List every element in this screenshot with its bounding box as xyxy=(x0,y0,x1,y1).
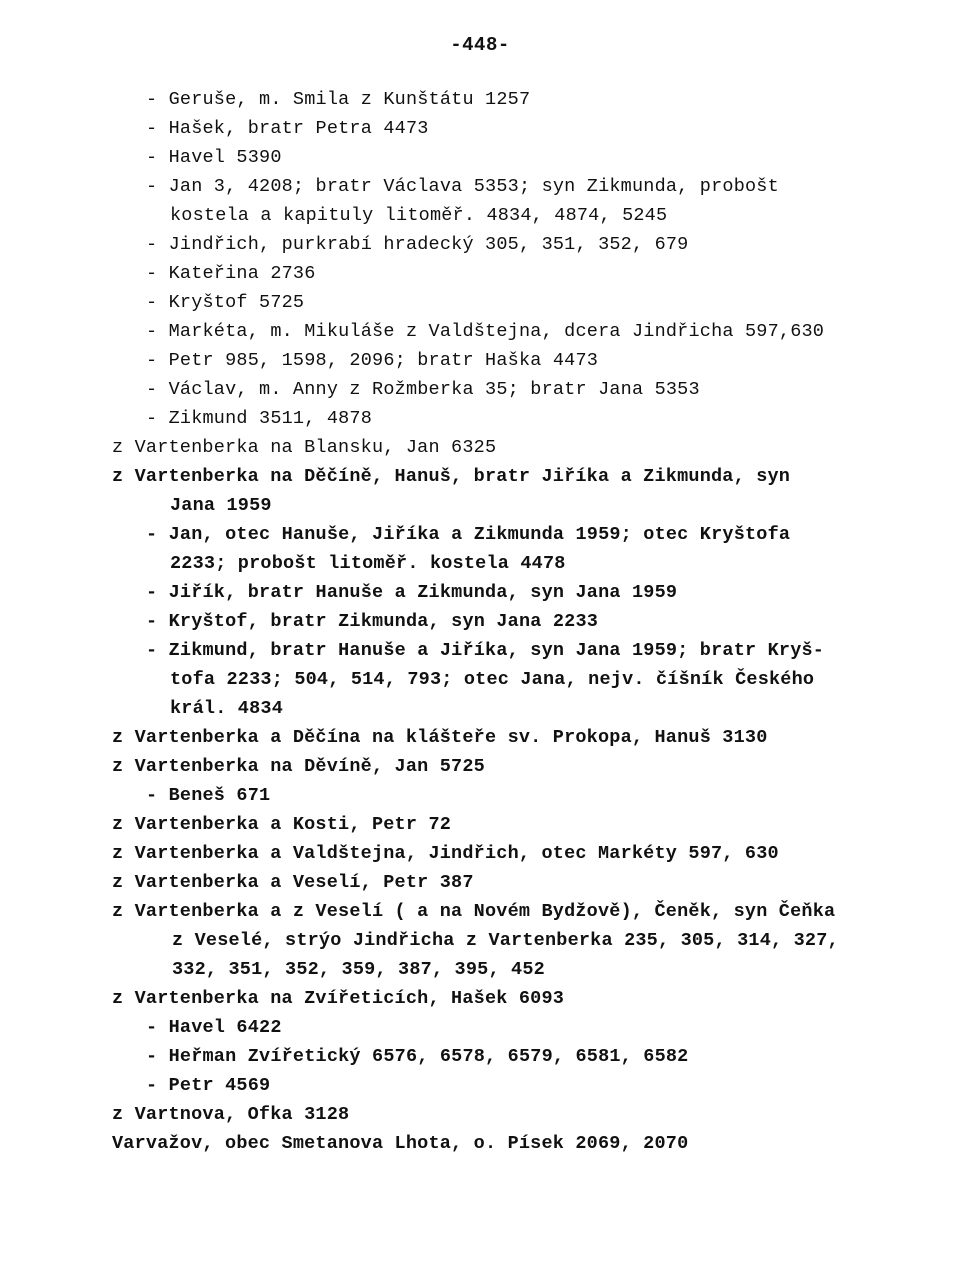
index-entry: z Vartenberka na Blansku, Jan 6325 xyxy=(112,437,497,458)
index-entry: z Vartenberka a Děčína na klášteře sv. Prokopa, Hanuš 3130 xyxy=(112,727,768,748)
index-entry: Varvažov, obec Smetanova Lhota, o. Písek 2069, 2070 xyxy=(112,1133,689,1154)
index-subentry: 2233; probošt litoměř. kostela 4478 xyxy=(170,553,566,574)
page-number: -448- xyxy=(450,34,510,56)
index-subentry: - Kateřina 2736 xyxy=(146,263,316,284)
index-entry: z Vartnova, Ofka 3128 xyxy=(112,1104,350,1125)
index-subentry: tofa 2233; 504, 514, 793; otec Jana, nejv. číšník Českého xyxy=(170,669,815,690)
index-entry: z Vartenberka a Kosti, Petr 72 xyxy=(112,814,452,835)
index-entry: z Vartenberka na Zvířeticích, Hašek 6093 xyxy=(112,988,565,1009)
index-subentry: - Kryštof 5725 xyxy=(146,292,305,313)
index-subentry: - Geruše, m. Smila z Kunštátu 1257 xyxy=(146,89,531,110)
index-subentry: král. 4834 xyxy=(170,698,284,719)
index-entry: z Vartenberka a z Veselí ( a na Novém Bydžově), Čeněk, syn Čeňka xyxy=(112,901,836,922)
index-subentry: kostela a kapituly litoměř. 4834, 4874, 5245 xyxy=(170,205,668,226)
index-subentry: - Jiřík, bratr Hanuše a Zikmunda, syn Jana 1959 xyxy=(146,582,678,603)
index-subentry: - Zikmund, bratr Hanuše a Jiříka, syn Jana 1959; bratr Kryš- xyxy=(146,640,825,661)
index-subentry: Jana 1959 xyxy=(170,495,272,516)
index-subentry: - Petr 985, 1598, 2096; bratr Haška 4473 xyxy=(146,350,599,371)
index-subentry: z Veselé, strýo Jindřicha z Vartenberka 235, 305, 314, 327, xyxy=(172,930,839,951)
index-subentry: - Jan 3, 4208; bratr Václava 5353; syn Zikmunda, probošt xyxy=(146,176,779,197)
index-subentry: - Petr 4569 xyxy=(146,1075,271,1096)
index-subentry: - Kryštof, bratr Zikmunda, syn Jana 2233 xyxy=(146,611,599,632)
index-subentry: - Jan, otec Hanuše, Jiříka a Zikmunda 1959; otec Kryštofa xyxy=(146,524,791,545)
index-subentry: - Beneš 671 xyxy=(146,785,271,806)
index-subentry: - Hašek, bratr Petra 4473 xyxy=(146,118,429,139)
index-subentry: - Markéta, m. Mikuláše z Valdštejna, dcera Jindřicha 597,630 xyxy=(146,321,825,342)
index-subentry: 332, 351, 352, 359, 387, 395, 452 xyxy=(172,959,545,980)
index-entry: z Vartenberka na Děčíně, Hanuš, bratr Jiříka a Zikmunda, syn xyxy=(112,466,791,487)
index-subentry: - Zikmund 3511, 4878 xyxy=(146,408,373,429)
index-subentry: - Havel 6422 xyxy=(146,1017,282,1038)
index-subentry: - Heřman Zvířetický 6576, 6578, 6579, 6581, 6582 xyxy=(146,1046,689,1067)
index-subentry: - Václav, m. Anny z Rožmberka 35; bratr Jana 5353 xyxy=(146,379,700,400)
index-entry: z Vartenberka a Veselí, Petr 387 xyxy=(112,872,474,893)
index-entry: z Vartenberka na Děvíně, Jan 5725 xyxy=(112,756,485,777)
index-subentry: - Havel 5390 xyxy=(146,147,282,168)
index-entry: z Vartenberka a Valdštejna, Jindřich, otec Markéty 597, 630 xyxy=(112,843,779,864)
index-subentry: - Jindřich, purkrabí hradecký 305, 351, 352, 679 xyxy=(146,234,689,255)
